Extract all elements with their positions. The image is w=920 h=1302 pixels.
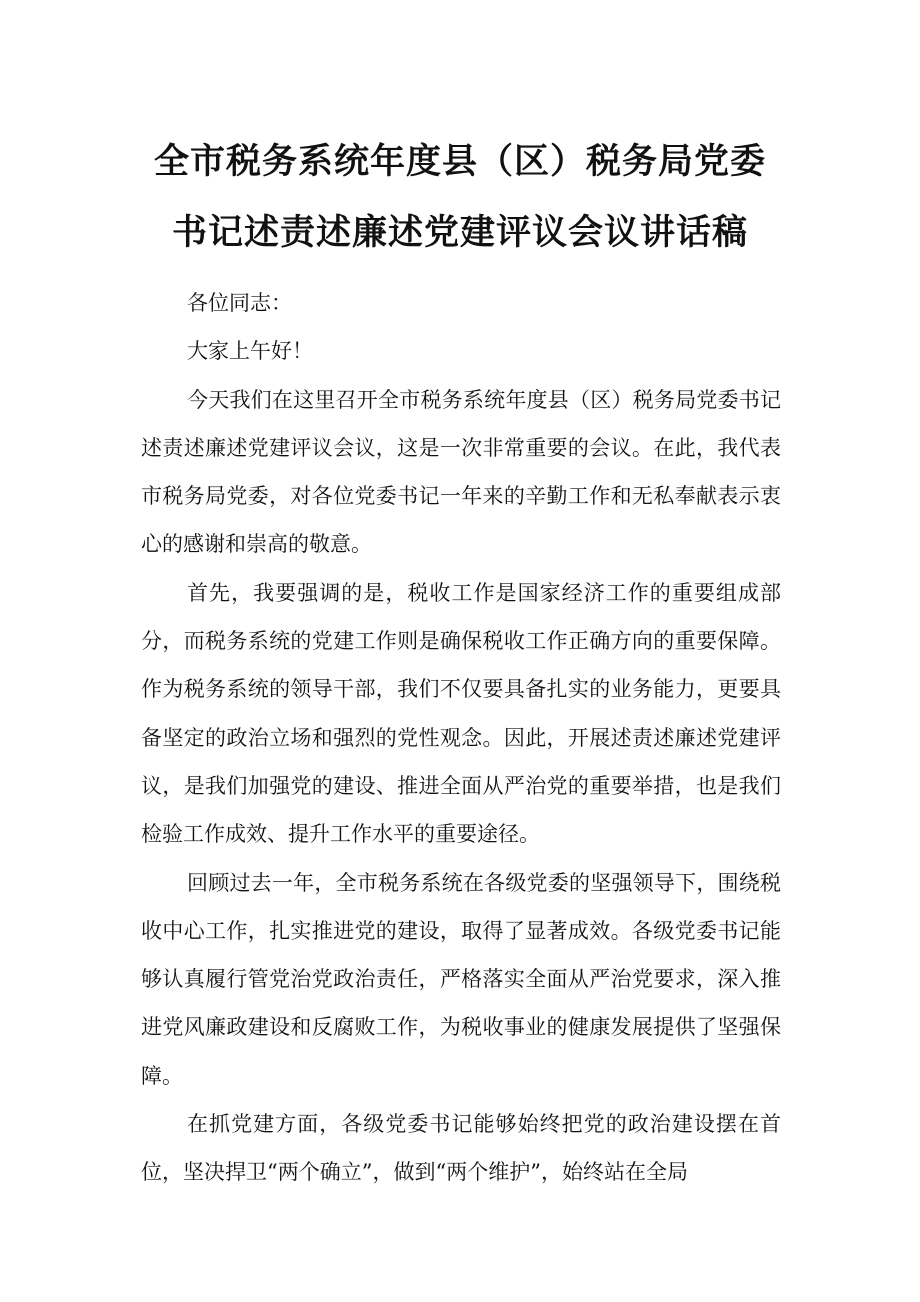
body-paragraph: 今天我们在这里召开全市税务系统年度县（区）税务局党委书记述责述廉述党建评议会议，这是一次非常重要的会议。在此，我代表市税务局党委，对各位党委书记一年来的辛勤工作和无私奉献表示衷心的感谢和崇高的敬意。 [141, 387, 781, 557]
salutation: 各位同志： [187, 291, 292, 315]
document-title-line-1: 全市税务系统年度县（区）税务局党委 [153, 142, 766, 182]
document-title-line-2: 书记述责述廉述党建评议会议讲话稿 [171, 213, 748, 253]
document-body [141, 279, 781, 1197]
body-paragraph: 在抓党建方面，各级党委书记能够始终把党的政治建设摆在首位，坚决捍卫“两个确立”，做到“两个维护”，始终站在全局 [141, 1112, 781, 1185]
body-paragraph: 首先，我要强调的是，税收工作是国家经济工作的重要组成部分，而税务系统的党建工作则是确保税收工作正确方向的重要保障。作为税务系统的领导干部，我们不仅要具备扎实的业务能力，更要具备坚定的政治立场和强烈的党性观念。因此，开展述责述廉述党建评议，是我们加强党的建设、推进全面从严治党的重要举措，也是我们检验工作成效、提升工作水平的重要途径。 [141, 580, 781, 847]
body-paragraph: 回顾过去一年，全市税务系统在各级党委的坚强领导下，围绕税收中心工作，扎实推进党的建设，取得了显著成效。各级党委书记能够认真履行管党治党政治责任，严格落实全面从严治党要求，深入推进党风廉政建设和反腐败工作，为税收事业的健康发展提供了坚强保障。 [141, 870, 781, 1088]
greeting: 大家上午好！ [187, 339, 313, 364]
